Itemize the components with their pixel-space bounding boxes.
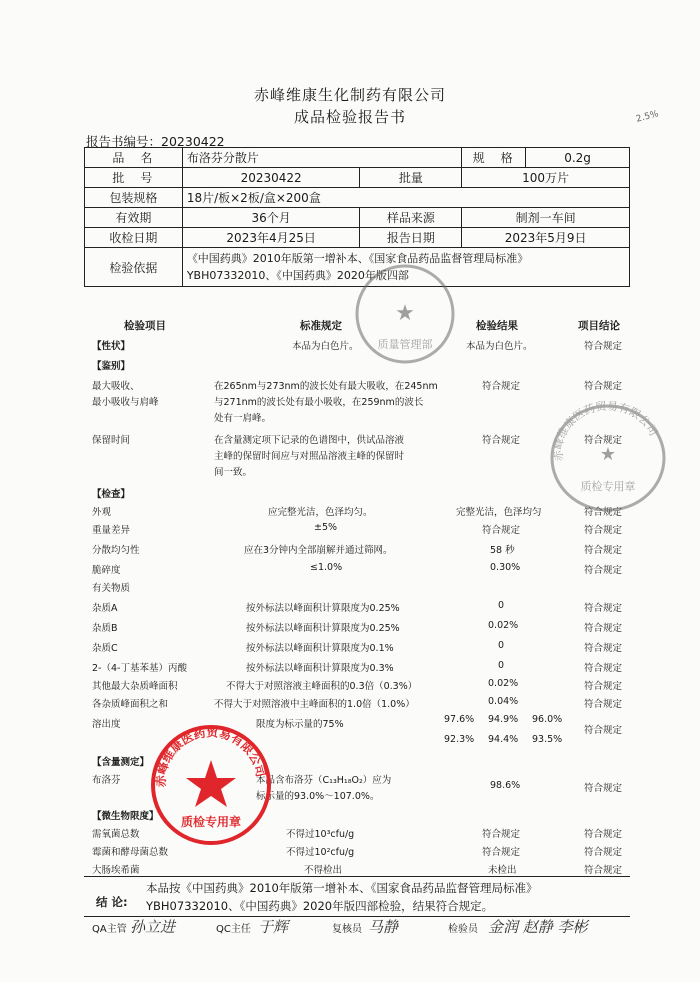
reviewer-label: 复核员: [332, 924, 362, 935]
dissolution-item: 溶出度: [92, 719, 121, 730]
received-value: 2023年4月25日: [182, 228, 360, 248]
red-stamp-sub-text: 质检专用章: [180, 815, 242, 829]
qty-label: 批量: [360, 168, 462, 188]
info-row-product: [85, 148, 630, 168]
qc-label: QC主任: [216, 924, 251, 935]
appearance-conclusion: 符合规定: [584, 341, 623, 352]
rt-standard-1: 在含量测定项下记录的色谱图中，供试品溶液: [214, 435, 405, 446]
section-identification: 【鉴别】: [92, 361, 131, 372]
section-inspection: 【检查】: [92, 489, 131, 500]
impurity-a-standard: 按外标法以峰面积计算限度为0.25%: [246, 603, 400, 614]
mold-conclusion: 符合规定: [584, 847, 623, 858]
info-row-pack: [85, 188, 630, 208]
pack-value: 18片/板×2板/盒×200盒: [182, 188, 629, 208]
uv-result: 符合规定: [482, 381, 521, 392]
dispersion-conclusion: 符合规定: [584, 545, 623, 556]
source-label: 样品来源: [360, 208, 462, 228]
red-qc-stamp: [148, 722, 274, 848]
ibuprofen-ketone-result: 0: [498, 660, 505, 671]
weight-conclusion: 符合规定: [584, 525, 623, 536]
spec-value: 0.2g: [526, 148, 630, 168]
impurity-b-conclusion: 符合规定: [584, 623, 623, 634]
uv-standard-1: 在265nm与273nm的波长处有最大吸收，在245nm: [214, 381, 438, 392]
ibuprofen-ketone-conclusion: 符合规定: [584, 663, 623, 674]
dissolution-r2: 94.9%: [488, 714, 519, 725]
assay-standard-2: 标示量的93.0%～107.0%。: [256, 791, 380, 802]
info-row-batch: [85, 168, 630, 188]
ecoli-result: 未检出: [488, 865, 517, 876]
assay-conclusion: 符合规定: [584, 783, 623, 794]
spec-label: 规 格: [462, 148, 526, 168]
qa-label: QA主管: [92, 924, 127, 935]
ecoli-standard: 不得检出: [304, 865, 343, 876]
rt-standard-2: 主峰的保留时间应与对照品溶液主峰的保留时: [214, 451, 405, 462]
batch-value: 20230422: [182, 168, 360, 188]
impurity-a-item: 杂质A: [92, 603, 118, 614]
report-date-value: 2023年5月9日: [462, 228, 630, 248]
section-character: 【性状】: [92, 341, 131, 352]
look-standard: 应完整光洁，色泽均匀。: [268, 507, 373, 518]
max-impurity-result: 0.02%: [488, 678, 519, 689]
uv-conclusion: 符合规定: [584, 381, 623, 392]
company-name: 赤峰维康生化制药有限公司: [253, 86, 446, 104]
grey-stamp-arc-text: 赤峰维康医药贸易有限公司: [551, 399, 661, 462]
impurity-b-result: 0.02%: [488, 620, 519, 631]
rt-conclusion: 符合规定: [584, 435, 623, 446]
max-impurity-item: 其他最大杂质峰面积: [92, 681, 178, 692]
reviewer-signature: 马静: [368, 918, 399, 936]
basis-label: 检验依据: [85, 248, 183, 287]
dissolution-r6: 93.5%: [532, 734, 563, 745]
friability-item: 脆碎度: [92, 565, 121, 576]
red-stamp-arc-text: 赤峰维康医药贸易有限公司: [153, 725, 268, 788]
document-title: 成品检验报告书: [293, 108, 406, 126]
info-row-dates: [85, 228, 630, 248]
rt-standard-3: 间一致。: [214, 467, 253, 478]
total-impurity-item: 各杂质峰面积之和: [92, 699, 169, 710]
assay-result: 98.6%: [490, 780, 521, 791]
divider-conclusion: [84, 876, 630, 877]
total-impurity-conclusion: 符合规定: [584, 699, 623, 710]
col-header-standard: 标准规定: [300, 320, 342, 332]
grey-qc-stamp: [548, 398, 668, 518]
inspector-signature: 金润 赵静 李彬: [488, 918, 588, 936]
look-conclusion: 符合规定: [584, 507, 623, 518]
look-item: 外观: [92, 507, 112, 518]
section-assay: 【含量测定】: [92, 757, 150, 768]
inspector-label: 检验员: [448, 924, 478, 935]
max-impurity-conclusion: 符合规定: [584, 681, 623, 692]
impurity-c-result: 0: [498, 640, 505, 651]
conclusion-line-2: YBH07332010、《中国药典》2020年版四部检验，结果符合规定。: [146, 899, 494, 913]
friability-result: 0.30%: [490, 562, 521, 573]
dispersion-result: 58 秒: [490, 545, 515, 556]
aerobic-standard: 不得过10³cfu/g: [286, 829, 355, 840]
expiry-label: 有效期: [85, 208, 183, 228]
grey-stamp-sub-text: 质检专用章: [580, 480, 636, 493]
col-header-item: 检验项目: [124, 320, 166, 332]
col-header-result: 检验结果: [476, 320, 518, 332]
assay-item: 布洛芬: [92, 775, 121, 786]
max-impurity-standard: 不得大于对照溶液主峰面积的0.3倍（0.3%）: [226, 681, 418, 692]
ibuprofen-ketone-standard: 按外标法以峰面积计算限度为0.3%: [246, 663, 394, 674]
report-number-value: 20230422: [161, 134, 225, 149]
weight-standard: ±5%: [314, 522, 338, 533]
impurity-b-standard: 按外标法以峰面积计算限度为0.25%: [246, 623, 400, 634]
dissolution-r1: 97.6%: [444, 714, 475, 725]
rt-item: 保留时间: [92, 435, 131, 446]
uv-standard-3: 处有一肩峰。: [214, 413, 272, 424]
impurity-b-item: 杂质B: [92, 623, 118, 634]
ibuprofen-ketone-item: 2-（4-丁基苯基）丙酸: [92, 663, 187, 674]
section-micro: 【微生物限度】: [92, 811, 159, 822]
uv-standard-2: 与271nm的波长处有最小吸收，在259nm的波长: [214, 397, 424, 408]
friability-standard: ≤1.0%: [310, 562, 343, 573]
appearance-standard: 本品为白色片。: [292, 341, 359, 352]
total-impurity-result: 0.04%: [488, 696, 519, 707]
total-impurity-standard: 不得大于对照溶液中主峰面积的1.0倍（1.0%）: [214, 699, 415, 710]
impurity-c-standard: 按外标法以峰面积计算限度为0.1%: [246, 643, 394, 654]
product-label: 品 名: [85, 148, 183, 168]
appearance-result: 本品为白色片。: [466, 341, 533, 352]
qty-value: 100万片: [462, 168, 630, 188]
grey-qa-dept-stamp: [330, 262, 480, 372]
expiry-value: 36个月: [182, 208, 360, 228]
weight-item: 重量差异: [92, 525, 131, 536]
mold-item: 霉菌和酵母菌总数: [92, 847, 169, 858]
report-date-label: 报告日期: [360, 228, 462, 248]
svg-text:★: ★: [395, 301, 415, 326]
dissolution-r5: 94.4%: [488, 734, 519, 745]
related-substances-item: 有关物质: [92, 583, 131, 594]
ecoli-item: 大肠埃希菌: [92, 865, 140, 876]
qa-dept-stamp-text: 质量管理部: [377, 338, 433, 351]
mold-standard: 不得过10²cfu/g: [286, 847, 355, 858]
dissolution-standard: 限度为标示量的75%: [256, 719, 344, 730]
pack-label: 包装规格: [85, 188, 183, 208]
received-label: 收检日期: [85, 228, 183, 248]
conclusion-line-1: 本品按《中国药典》2010年版第一增补本、《国家食品药品监督管理局标准》: [146, 881, 538, 895]
corner-note: 2.5%: [635, 109, 660, 125]
impurity-a-conclusion: 符合规定: [584, 603, 623, 614]
source-value: 制剂一车间: [462, 208, 630, 228]
impurity-c-conclusion: 符合规定: [584, 643, 623, 654]
rt-result: 符合规定: [482, 435, 521, 446]
qc-signature: 于辉: [258, 918, 289, 936]
ecoli-conclusion: 符合规定: [584, 865, 623, 876]
aerobic-item: 需氧菌总数: [92, 829, 140, 840]
basis-line-2: YBH07332010、《中国药典》2020年版四部: [186, 269, 409, 282]
dissolution-conclusion: 符合规定: [584, 725, 623, 736]
uv-item-2: 最小吸收与肩峰: [92, 397, 159, 408]
svg-text:★: ★: [599, 444, 617, 465]
conclusion-label: 结 论:: [96, 895, 128, 909]
dissolution-r3: 96.0%: [532, 714, 563, 725]
look-result: 完整光洁，色泽均匀: [456, 507, 542, 518]
friability-conclusion: 符合规定: [584, 565, 623, 576]
qa-signature: 孙立进: [130, 918, 176, 936]
col-header-conclusion: 项目结论: [578, 320, 620, 332]
dispersion-standard: 应在3分钟内全部崩解并通过筛网。: [244, 545, 393, 556]
basis-line-1: 《中国药典》2010年版第一增补本、《国家食品药品监督管理局标准》: [186, 252, 529, 265]
weight-result: 符合规定: [482, 525, 521, 536]
report-number-label: 报告书编号：: [86, 134, 162, 149]
info-row-expiry: [85, 208, 630, 228]
mold-result: 符合规定: [482, 847, 521, 858]
impurity-c-item: 杂质C: [92, 643, 118, 654]
aerobic-conclusion: 符合规定: [584, 829, 623, 840]
assay-standard-1: 本品含布洛芬（C₁₃H₁₈O₂）应为: [256, 775, 392, 786]
dispersion-item: 分散均匀性: [92, 545, 140, 556]
product-value: 布洛芬分散片: [182, 148, 461, 168]
impurity-a-result: 0: [498, 600, 505, 611]
aerobic-result: 符合规定: [482, 829, 521, 840]
batch-label: 批 号: [85, 168, 183, 188]
dissolution-r4: 92.3%: [444, 734, 475, 745]
uv-item-1: 最大吸收、: [92, 381, 140, 392]
